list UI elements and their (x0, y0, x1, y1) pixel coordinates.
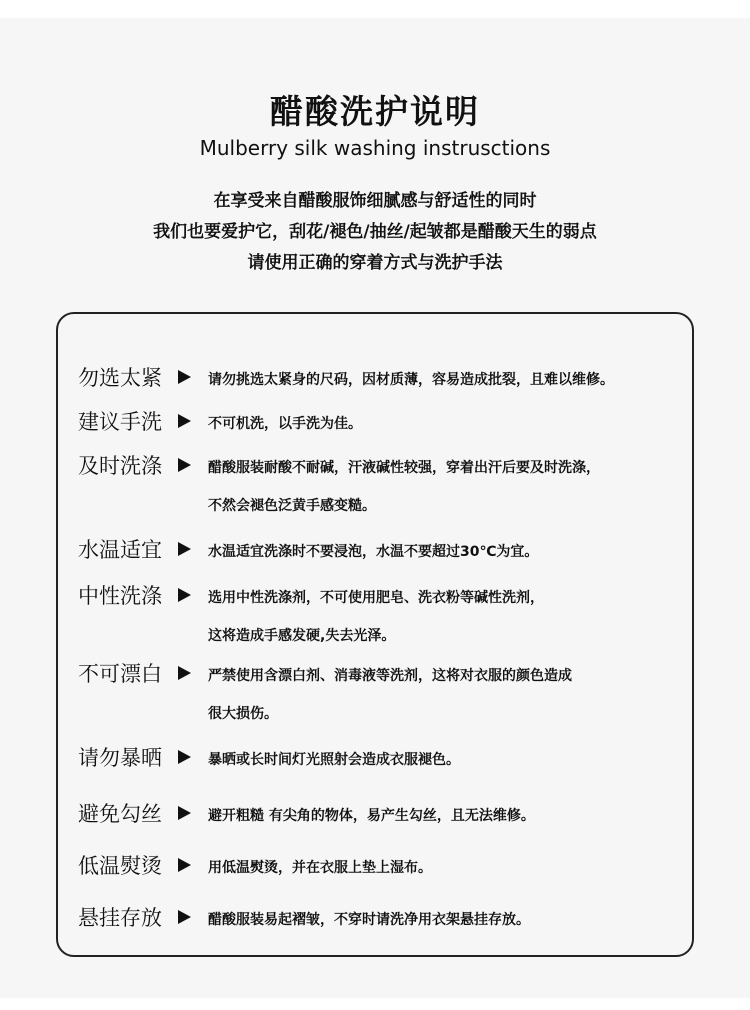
instruction-line: 很大损伤。 (208, 706, 278, 722)
arrow-right-icon (178, 806, 191, 820)
instruction-label: 避免勾丝 (78, 802, 162, 826)
arrow-right-icon (178, 542, 191, 556)
instruction-line: 避开粗糙 有尖角的物体，易产生勾丝，且无法维修。 (208, 808, 535, 824)
instruction-label: 低温熨烫 (78, 854, 162, 878)
instruction-label: 及时洗涤 (78, 454, 162, 478)
arrow-right-icon (178, 750, 191, 764)
arrow-right-icon (178, 858, 191, 872)
instruction-text (208, 449, 600, 525)
instruction-line: 醋酸服装耐酸不耐碱，汗液碱性较强，穿着出汗后要及时洗涤， (208, 460, 600, 476)
instruction-label: 中性洗涤 (78, 584, 162, 608)
instruction-line: 水温适宜洗涤时不要浸泡，水温不要超过30℃为宜。 (208, 544, 539, 560)
instruction-text (208, 741, 460, 779)
instruction-text (208, 901, 530, 939)
instruction-line: 不可机洗，以手洗为佳。 (208, 416, 362, 432)
intro-text (0, 186, 750, 279)
instruction-text (208, 405, 362, 443)
instruction-line: 用低温熨烫，并在衣服上垫上湿布。 (208, 860, 432, 876)
arrow-right-icon (178, 666, 191, 680)
instruction-line: 请勿挑选太紧身的尺码，因材质薄，容易造成批裂，且难以维修。 (208, 372, 614, 388)
instruction-label: 建议手洗 (78, 410, 162, 434)
intro-line: 我们也要爱护它，刮花/褪色/抽丝/起皱都是醋酸天生的弱点 (153, 222, 597, 242)
instruction-text (208, 579, 544, 655)
intro-line: 在享受来自醋酸服饰细腻感与舒适性的同时 (213, 191, 537, 211)
arrow-right-icon (178, 414, 191, 428)
instruction-line: 这将造成手感发硬,失去光泽。 (208, 628, 396, 644)
instruction-label: 水温适宜 (78, 538, 162, 562)
instruction-text (208, 797, 535, 835)
instruction-text (208, 361, 614, 399)
instruction-text (208, 849, 432, 887)
arrow-right-icon (178, 910, 191, 924)
instruction-text (208, 533, 538, 571)
instruction-label: 勿选太紧 (78, 366, 162, 390)
arrow-right-icon (178, 588, 191, 602)
instruction-line: 暴晒或长时间灯光照射会造成衣服褪色。 (208, 752, 460, 768)
instruction-label: 不可漂白 (78, 662, 162, 686)
arrow-right-icon (178, 458, 191, 472)
instruction-label: 悬挂存放 (78, 906, 162, 930)
instruction-label: 请勿暴晒 (78, 746, 162, 770)
arrow-right-icon (178, 370, 191, 384)
instruction-line: 严禁使用含漂白剂、消毒液等洗剂，这将对衣服的颜色造成 (208, 668, 572, 684)
instruction-line: 不然会褪色泛黄手感变糙。 (208, 498, 376, 514)
page-title: 醋酸洗护说明 (270, 92, 480, 131)
instruction-line: 选用中性洗涤剂，不可使用肥皂、洗衣粉等碱性洗剂， (208, 590, 544, 606)
instruction-line: 醋酸服装易起褶皱，不穿时请洗净用衣架悬挂存放。 (208, 912, 530, 928)
instruction-text (208, 657, 572, 733)
page-subtitle: Mulberry silk washing instrusctions (199, 136, 551, 160)
intro-line: 请使用正确的穿着方式与洗护手法 (247, 253, 503, 273)
instructions-box (56, 312, 694, 957)
care-instructions-panel (0, 18, 750, 998)
